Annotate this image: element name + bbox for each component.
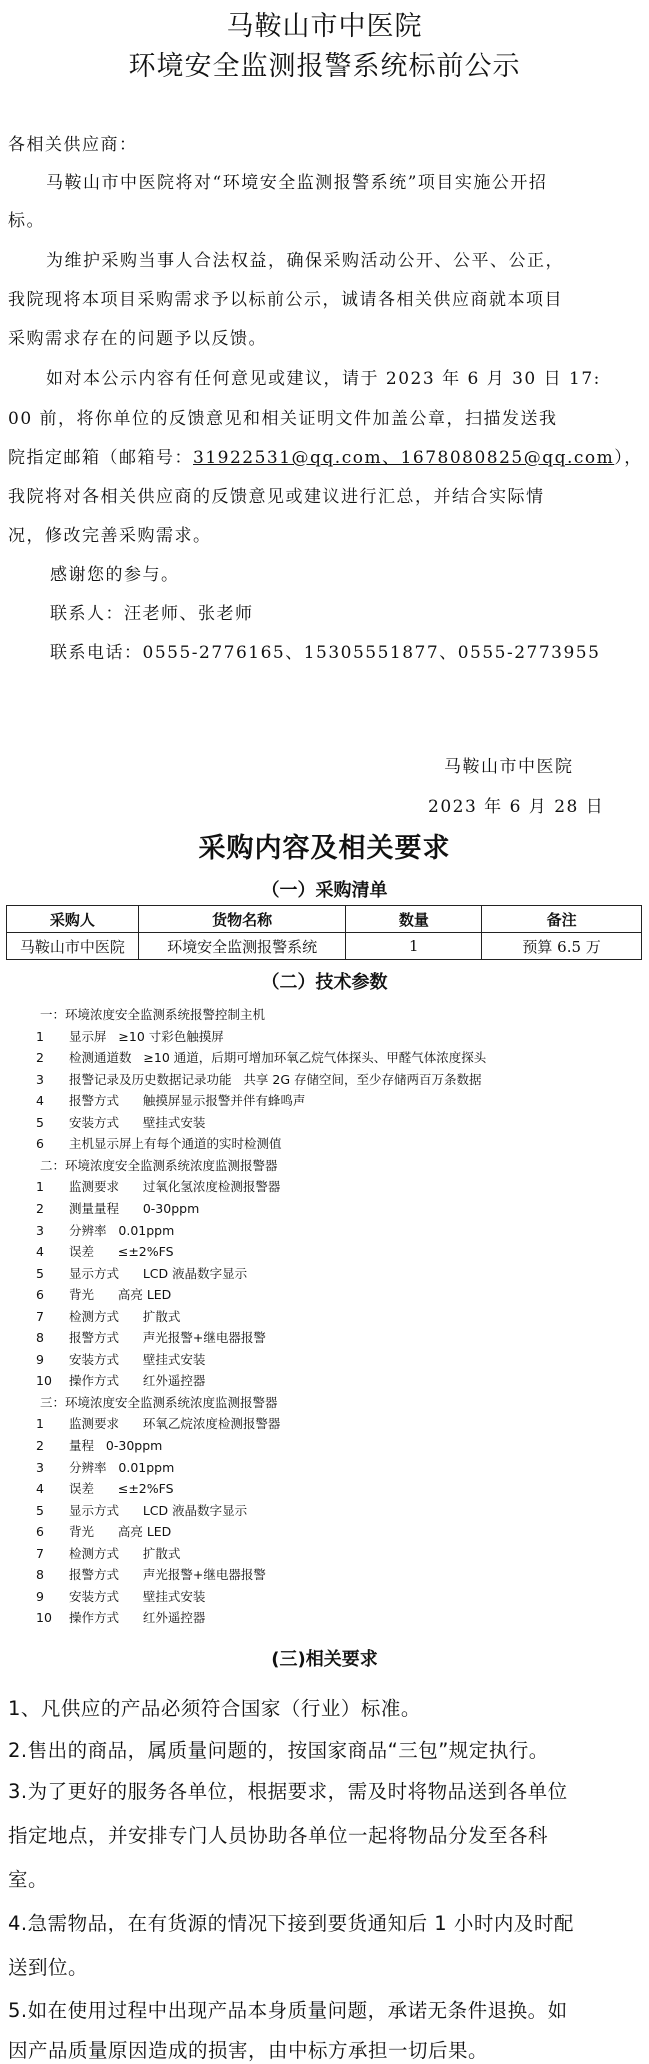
spec-number: 7 (36, 1545, 44, 1561)
spec-number: 4 (36, 1244, 44, 1260)
spec-number: 3 (36, 1459, 44, 1475)
spec-text: 安装方式 壁挂式安装 (69, 1114, 206, 1130)
spec-item (36, 1414, 280, 1432)
list-heading: （一）采购清单 (261, 880, 388, 901)
notice-paragraph: 采购需求存在的问题予以反馈。 (8, 329, 267, 349)
spec-text: 检测方式 扩散式 (69, 1545, 181, 1561)
thanks-text: 感谢您的参与。 (50, 565, 180, 585)
salutation: 各相关供应商： (8, 135, 138, 155)
spec-item (36, 1048, 486, 1066)
spec-number: 2 (36, 1438, 44, 1453)
notice-paragraph: 如对本公示内容有任何意见或建议，请于 2023 年 6 月 30 日 17: (46, 369, 601, 389)
spec-item (36, 1134, 282, 1152)
spec-section-text: 二：环境浓度安全监测系统浓度监测报警器 (40, 1157, 278, 1173)
spec-number: 4 (36, 1093, 44, 1109)
spec-item (36, 1177, 280, 1195)
spec-text: 主机显示屏上有每个通道的实时检测值 (69, 1136, 282, 1152)
contact-person: 联系人：汪老师、张老师 (50, 604, 254, 624)
requirement-line: 1、凡供应的产品必须符合国家（行业）标准。 (8, 1697, 421, 1720)
spec-item (36, 1027, 224, 1045)
notice-paragraph: 为维护采购当事人合法权益，确保采购活动公开、公平、公正， (46, 251, 564, 271)
spec-item (36, 1565, 266, 1583)
procurement-heading: 采购内容及相关要求 (198, 833, 451, 864)
spec-number: 9 (36, 1351, 44, 1367)
spec-text: 监测要求 环氧乙烷浓度检测报警器 (69, 1416, 281, 1432)
spec-section-text: 三：环境浓度安全监测系统浓度监测报警器 (40, 1394, 278, 1410)
spec-text: 操作方式 红外遥控器 (69, 1373, 206, 1389)
spec-item (36, 1264, 247, 1282)
spec-text: 安装方式 壁挂式安装 (69, 1588, 206, 1604)
requirement-line: 指定地点，并安排专门人员协助各单位一起将物品分发至各科 (8, 1824, 549, 1847)
column-header: 货物名称 (138, 906, 346, 933)
spec-section-title (40, 1005, 265, 1023)
spec-item (36, 1436, 162, 1454)
spec-number: 1 (36, 1028, 44, 1044)
spec-item (36, 1458, 174, 1476)
notice-paragraph: 我院将对各相关供应商的反馈意见或建议进行汇总，并结合实际情 (8, 487, 545, 507)
spec-item (36, 1522, 171, 1540)
spec-item (36, 1501, 247, 1519)
spec-text: 报警记录及历史数据记录功能 共享 2G 存储空间，至少存储两百万条数据 (69, 1071, 482, 1087)
spec-number: 10 (36, 1373, 52, 1389)
spec-item (36, 1199, 199, 1217)
spec-number: 4 (36, 1481, 44, 1497)
spec-text: 检测通道数 ≥10 通道，后期可增加环氧乙烷气体探头、甲醛气体浓度探头 (69, 1050, 487, 1066)
spec-number: 3 (36, 1222, 44, 1238)
requirement-line: 室。 (8, 1868, 49, 1891)
spec-item (36, 1371, 205, 1389)
spec-text: 误差 ≤±2%FS (69, 1481, 174, 1497)
spec-text: 误差 ≤±2%FS (69, 1244, 174, 1260)
table-cell: 预算 6.5 万 (482, 933, 642, 960)
spec-text: 分辨率 0.01ppm (69, 1459, 175, 1475)
spec-text: 检测方式 扩散式 (69, 1308, 181, 1324)
spec-text: 监测要求 过氧化氢浓度检测报警器 (69, 1179, 281, 1195)
notice-paragraph: 标。 (8, 211, 45, 231)
spec-number: 5 (36, 1114, 44, 1130)
column-header: 备注 (482, 906, 642, 933)
notice-paragraph: 我院现将本项目采购需求予以标前公示，诚请各相关供应商就本项目 (8, 290, 563, 310)
notice-paragraph: 况，修改完善采购需求。 (8, 526, 212, 546)
requirement-line: 2.售出的商品，属质量问题的，按国家商品“三包”规定执行。 (8, 1739, 549, 1762)
spec-text: 显示方式 LCD 液晶数字显示 (69, 1265, 248, 1281)
spec-text: 背光 高亮 LED (69, 1524, 172, 1540)
spec-section-title (40, 1156, 278, 1174)
contact-phone: 联系电话：0555-2776165、15305551877、0555-2773955 (50, 643, 601, 663)
spec-item (36, 1350, 205, 1368)
requirements-heading: (三)相关要求 (271, 1649, 378, 1670)
spec-item (36, 1285, 171, 1303)
spec-number: 6 (36, 1136, 44, 1152)
spec-number: 3 (36, 1071, 44, 1087)
page-title: 马鞍山市中医院 (226, 11, 423, 42)
spec-item (36, 1307, 180, 1325)
spec-item (36, 1113, 205, 1131)
spec-item (36, 1221, 174, 1239)
spec-number: 8 (36, 1330, 44, 1346)
table-header-row (7, 906, 642, 933)
spec-item (36, 1587, 205, 1605)
spec-section-text: 一：环境浓度安全监测系统报警控制主机 (40, 1007, 266, 1022)
signature-org: 马鞍山市中医院 (444, 757, 574, 777)
table-cell: 环境安全监测报警系统 (138, 933, 346, 960)
procurement-table (6, 905, 642, 960)
spec-section-title (40, 1393, 278, 1411)
requirement-line: 4.急需物品，在有货源的情况下接到要货通知后 1 小时内及时配 (8, 1912, 574, 1935)
notice-paragraph (8, 443, 643, 468)
email-link[interactable]: 31922531@qq.com、1678080825@qq.com (193, 448, 615, 468)
spec-number: 6 (36, 1287, 44, 1303)
spec-number: 2 (36, 1200, 44, 1216)
email-suffix: ）， (614, 448, 643, 468)
notice-paragraph: 00 前，将你单位的反馈意见和相关证明文件加盖公章，扫描发送我 (8, 409, 558, 429)
spec-number: 5 (36, 1265, 44, 1281)
spec-text: 分辨率 0.01ppm (69, 1222, 175, 1238)
column-header: 采购人 (7, 906, 139, 933)
spec-text: 报警方式 声光报警+继电器报警 (69, 1567, 266, 1583)
notice-paragraph: 马鞍山市中医院将对“环境安全监测报警系统”项目实施公开招 (46, 173, 548, 193)
table-cell: 马鞍山市中医院 (7, 933, 139, 960)
spec-text: 背光 高亮 LED (69, 1287, 172, 1303)
tech-heading: （二）技术参数 (261, 972, 388, 993)
spec-number: 6 (36, 1524, 44, 1540)
spec-item (36, 1479, 174, 1497)
spec-number: 1 (36, 1179, 44, 1195)
spec-number: 10 (36, 1610, 52, 1626)
spec-item (36, 1091, 305, 1109)
table-cell: 1 (346, 933, 482, 960)
spec-text: 安装方式 壁挂式安装 (69, 1351, 206, 1367)
spec-item (36, 1328, 266, 1346)
spec-item (36, 1070, 482, 1088)
spec-text: 量程 0-30ppm (69, 1438, 163, 1453)
spec-number: 8 (36, 1567, 44, 1583)
spec-number: 2 (36, 1050, 44, 1066)
requirement-line: 5.如在使用过程中出现产品本身质量问题，承诺无条件退换。如 (8, 1999, 568, 2022)
spec-text: 报警方式 声光报警+继电器报警 (69, 1330, 266, 1346)
page-subtitle: 环境安全监测报警系统标前公示 (128, 51, 521, 82)
column-header: 数量 (346, 906, 482, 933)
spec-number: 9 (36, 1588, 44, 1604)
spec-text: 显示方式 LCD 液晶数字显示 (69, 1502, 248, 1518)
signature-date: 2023 年 6 月 28 日 (428, 797, 605, 817)
requirement-line: 因产品质量原因造成的损害，由中标方承担一切后果。 (8, 2039, 489, 2062)
spec-text: 显示屏 ≥10 寸彩色触摸屏 (69, 1028, 224, 1044)
spec-item (36, 1242, 174, 1260)
requirement-line: 3.为了更好的服务各单位，根据要求，需及时将物品送到各单位 (8, 1780, 568, 1803)
spec-number: 1 (36, 1416, 44, 1432)
spec-number: 7 (36, 1308, 44, 1324)
requirement-line: 送到位。 (8, 1956, 89, 1979)
spec-text: 报警方式 触摸屏显示报警并伴有蜂鸣声 (69, 1093, 306, 1109)
spec-item (36, 1608, 205, 1626)
spec-text: 操作方式 红外遥控器 (69, 1610, 206, 1626)
email-prefix: 院指定邮箱（邮箱号： (8, 448, 193, 468)
spec-item (36, 1544, 180, 1562)
spec-number: 5 (36, 1502, 44, 1518)
table-row (7, 933, 642, 960)
spec-text: 测量量程 0-30ppm (69, 1200, 200, 1216)
